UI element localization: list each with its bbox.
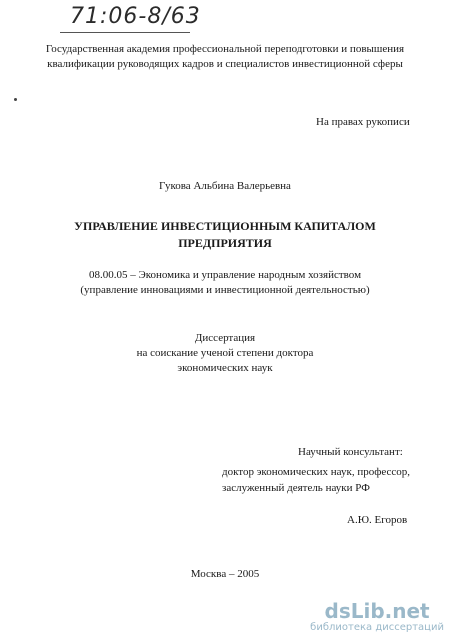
specialty-line-2: (управление инновациями и инвестиционной деятельностью): [80, 284, 370, 296]
title-line-1: УПРАВЛЕНИЕ ИНВЕСТИЦИОННЫМ КАПИТАЛОМ: [74, 219, 376, 233]
dissertation-line-1: Диссертация: [194, 332, 256, 344]
author-name: Гукова Альбина Валерьевна: [159, 180, 291, 192]
scan-speck: [14, 98, 17, 101]
organization-line-1: Государственная академия профессиональной переподготовки и повышения: [45, 43, 405, 55]
organization-header: [0, 42, 450, 72]
dissertation-line-3: экономических наук: [177, 362, 273, 374]
watermark: [310, 600, 444, 633]
watermark-logo: dsLib.net: [324, 599, 430, 623]
consultant-label: Научный консультант:: [298, 446, 403, 458]
watermark-subtitle: библиотека диссертаций: [310, 622, 444, 633]
dissertation-degree: [0, 331, 450, 376]
specialty-line-1: 08.00.05 – Экономика и управление народным хозяйством: [88, 269, 362, 281]
consultant-name: А.Ю. Егоров: [347, 514, 408, 526]
city-year: Москва – 2005: [190, 568, 260, 580]
title-line-2: ПРЕДПРИЯТИЯ: [178, 236, 272, 250]
dissertation-line-2: на соискание ученой степени доктора: [136, 347, 314, 359]
organization-line-2: квалификации руководящих кадров и специалистов инвестиционной сферы: [47, 58, 403, 70]
manuscript-note: На правах рукописи: [316, 116, 410, 128]
handwritten-underline: [60, 32, 190, 33]
dissertation-title: [0, 218, 450, 252]
handwritten-catalog-number: 71:06-8/63: [70, 4, 201, 29]
consultant-line-1: доктор экономических наук, профессор,: [222, 466, 411, 478]
consultant-line-2: заслуженный деятель науки РФ: [222, 482, 370, 494]
specialty: [0, 268, 450, 298]
consultant-credentials: [222, 464, 410, 496]
